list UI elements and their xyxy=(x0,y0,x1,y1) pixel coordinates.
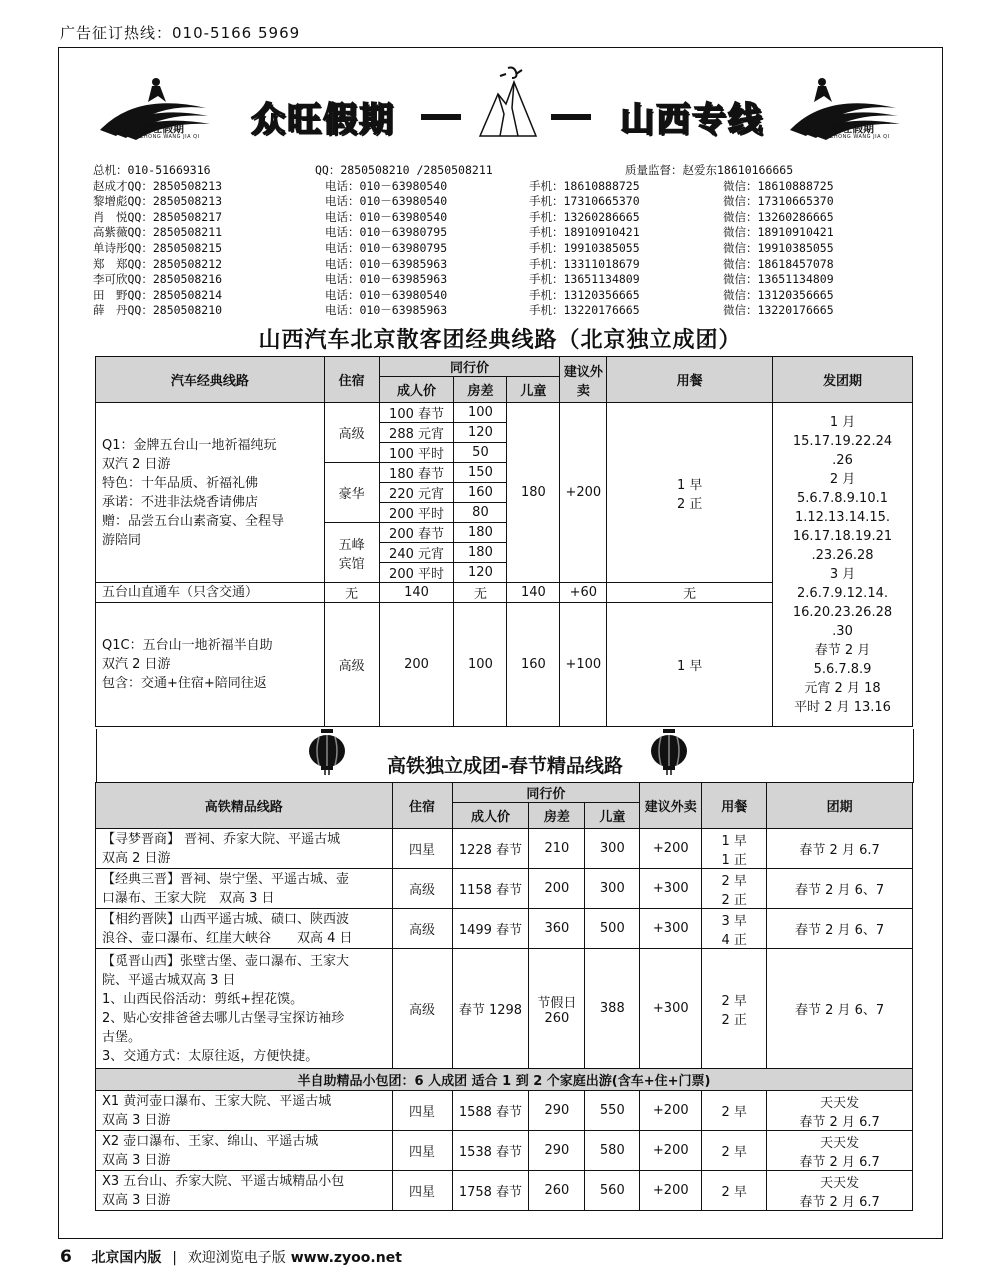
meal-line: 1 早 xyxy=(721,833,747,849)
date-line: 1.12.13.14.15. xyxy=(794,509,891,525)
col-meals: 用餐 xyxy=(607,357,773,403)
adult-price: 200 平时 xyxy=(379,563,454,583)
suggest-price: +60 xyxy=(560,583,607,603)
meals: 2 早 xyxy=(702,1131,767,1171)
room-diff: 160 xyxy=(454,483,507,503)
header-banner xyxy=(96,64,906,156)
stay-level: 四星 xyxy=(392,829,452,869)
group-dates: 春节 2 月 6、7 xyxy=(767,869,913,909)
contact-mobile: 手机：18910910421 xyxy=(529,225,640,240)
room-diff: 无 xyxy=(454,583,507,603)
route-line: 双高 3 日游 xyxy=(102,1192,171,1208)
contact-qq: 薛 丹QQ：2850508210 xyxy=(93,303,223,318)
group-dates: 春节 2 月 6、7 xyxy=(767,909,913,949)
room-diff: 120 xyxy=(454,423,507,443)
child-price: 160 xyxy=(507,603,560,727)
date-line: 春节 2 月 xyxy=(814,642,871,658)
bus-routes-table xyxy=(95,356,913,727)
suggest-price: +200 xyxy=(640,1131,702,1171)
lantern-icon xyxy=(649,729,689,775)
room-diff: 260 xyxy=(529,1171,585,1211)
contact-row xyxy=(93,193,913,209)
contact-qq: 郑 郑QQ：2850508212 xyxy=(93,256,223,271)
child-price: 180 xyxy=(507,403,560,583)
contact-mobile: 手机：17310665370 xyxy=(529,194,640,209)
stay-level: 高级 xyxy=(324,403,379,463)
stay-level: 无 xyxy=(324,583,379,603)
route-line: 双汽 2 日游 xyxy=(102,657,171,672)
col-suggest: 建议外卖 xyxy=(640,783,702,829)
contact-wechat: 微信：18610888725 xyxy=(723,178,834,193)
room-line: 260 xyxy=(544,1010,570,1026)
suggest-price: +100 xyxy=(560,603,607,727)
child-price: 550 xyxy=(585,1091,640,1131)
meal-line: 1 正 xyxy=(721,852,747,868)
child-price: 388 xyxy=(585,949,640,1069)
logo-text: 众旺假期 xyxy=(140,122,184,135)
qq-main: QQ：2850508210 /2850508211 xyxy=(315,163,493,177)
contact-row xyxy=(93,224,913,240)
brand-logo-left xyxy=(96,72,216,148)
contact-phone: 电话：010－63985963 xyxy=(325,256,448,271)
date-line: 16.17.18.19.21 xyxy=(792,528,893,544)
contact-phone: 电话：010－63980540 xyxy=(325,209,448,224)
child-price: 300 xyxy=(585,829,640,869)
meals: 2 早 xyxy=(702,1091,767,1131)
contact-row xyxy=(93,271,913,287)
date-line: 2 月 xyxy=(829,471,856,487)
contact-mobile: 手机：13220176665 xyxy=(529,303,640,318)
room-diff: 180 xyxy=(454,523,507,543)
route-line: 【经典三晋】晋祠、崇宁堡、平遥古城、壶 xyxy=(102,871,350,887)
suggest-price: +300 xyxy=(640,869,702,909)
col-peer-price: 同行价 xyxy=(452,783,640,803)
col-route: 汽车经典线路 xyxy=(96,357,325,403)
date-line: 2.6.7.9.12.14. xyxy=(797,585,888,601)
meal-line: 3 早 xyxy=(721,913,747,929)
contact-phone: 电话：010－63980540 xyxy=(325,194,448,209)
table-row xyxy=(96,949,913,1069)
room-diff: 360 xyxy=(529,909,585,949)
contact-row xyxy=(93,178,913,194)
adult-price: 200 春节 xyxy=(379,523,454,543)
room-diff: 200 xyxy=(529,869,585,909)
date-line: .30 xyxy=(832,623,853,639)
contact-mobile: 手机：18610888725 xyxy=(529,178,640,193)
route-line: 【相约晋陕】山西平遥古城、碛口、陕西波 xyxy=(102,911,350,927)
col-room-diff: 房差 xyxy=(529,803,585,829)
child-price: 300 xyxy=(585,869,640,909)
route-desc xyxy=(96,1091,393,1131)
date-line: 元宵 2 月 18 xyxy=(804,680,881,696)
route-line: X3 五台山、乔家大院、平遥古城精品小包 xyxy=(102,1173,345,1189)
contact-wechat: 微信：18618457078 xyxy=(723,256,834,271)
route-line: X2 壶口瀑布、王家、绵山、平遥古城 xyxy=(102,1133,319,1149)
page-number: 6 xyxy=(60,1247,72,1267)
room-diff: 150 xyxy=(454,463,507,483)
room-diff: 100 xyxy=(454,603,507,727)
date-line: 天天发 xyxy=(820,1095,860,1111)
contact-mobile: 手机：13311018679 xyxy=(529,256,640,271)
contact-wechat: 微信：19910385055 xyxy=(723,240,834,255)
stay-level: 四星 xyxy=(392,1131,452,1171)
route-line: 浪谷、壶口瀑布、红崖大峡谷 双高 4 日 xyxy=(102,930,353,946)
table-row xyxy=(96,403,913,423)
date-line: 16.20.23.26.28 xyxy=(792,604,893,620)
contact-row xyxy=(93,209,913,225)
stay-level: 豪华 xyxy=(324,463,379,523)
contact-phone: 电话：010－63980540 xyxy=(325,287,448,302)
adult-price: 220 元宵 xyxy=(379,483,454,503)
contact-list xyxy=(93,162,913,318)
suggest-price: +300 xyxy=(640,949,702,1069)
col-child: 儿童 xyxy=(585,803,640,829)
group-dates xyxy=(767,1131,913,1171)
table-row xyxy=(96,1171,913,1211)
table-banner-row xyxy=(96,1069,913,1091)
contact-mobile: 手机：13120356665 xyxy=(529,287,640,302)
adult-price: 240 元宵 xyxy=(379,543,454,563)
contact-qq: 田 野QQ：2850508214 xyxy=(93,287,223,302)
meals xyxy=(607,403,773,583)
room-line: 节假日 xyxy=(537,995,577,1011)
contact-qq: 肖 悦QQ：2850508217 xyxy=(93,209,223,224)
route-line: 双高 3 日游 xyxy=(102,1112,171,1128)
suggest-price: +200 xyxy=(640,829,702,869)
contact-row xyxy=(93,302,913,318)
date-line: 3 月 xyxy=(829,566,856,582)
route-line: 口瀑布、王家大院 双高 3 日 xyxy=(102,890,275,906)
brand-logo-right xyxy=(786,72,906,148)
room-diff: 100 xyxy=(454,403,507,423)
footer-separator: | xyxy=(172,1250,177,1266)
quality-supervisor: 质量监督：赵爱东18610166665 xyxy=(625,163,794,177)
route-line: 【觅晋山西】张壁古堡、壶口瀑布、王家大 xyxy=(102,953,350,969)
adult-price: 1538 春节 xyxy=(452,1131,529,1171)
dash-right xyxy=(551,114,591,120)
contact-qq: 赵成才QQ：2850508213 xyxy=(93,178,223,193)
contact-phone: 电话：010－63980795 xyxy=(325,240,448,255)
route-desc xyxy=(96,403,325,583)
group-dates: 春节 2 月 6.7 xyxy=(767,829,913,869)
stay-level: 五峰 宾馆 xyxy=(324,523,379,583)
route-line: Q1：金牌五台山一地祈福纯玩 xyxy=(102,437,277,453)
switchboard: 总机：010-51669316 xyxy=(93,163,211,177)
route-line: X1 黄河壶口瀑布、王家大院、平遥古城 xyxy=(102,1093,332,1109)
route-line: 院、平遥古城双高 3 日 xyxy=(102,972,236,988)
browse-label: 欢迎浏览电子版 xyxy=(187,1250,286,1266)
route-line: 3、交通方式：太原往返，方便快捷。 xyxy=(102,1048,319,1064)
route-desc xyxy=(96,949,393,1069)
route-line: 游陪同 xyxy=(102,532,142,548)
website-link[interactable]: www.zyoo.net xyxy=(290,1250,402,1266)
edition-label: 北京国内版 xyxy=(91,1250,162,1266)
col-suggest: 建议外卖 xyxy=(560,357,607,403)
route-desc xyxy=(96,603,325,727)
departure-dates xyxy=(773,403,913,727)
contact-phone: 电话：010－63985963 xyxy=(325,272,448,287)
contact-wechat: 微信：13120356665 xyxy=(723,287,834,302)
date-line: 1 月 xyxy=(829,414,856,430)
adult-price: 1758 春节 xyxy=(452,1171,529,1211)
contact-qq: 单诗彤QQ：2850508215 xyxy=(93,240,223,255)
col-dates: 发团期 xyxy=(773,357,913,403)
col-stay: 住宿 xyxy=(324,357,379,403)
route-line: 特色：十年品质、祈福礼佛 xyxy=(102,475,259,491)
date-line: .23.26.28 xyxy=(811,547,874,563)
mountain-icon xyxy=(478,64,538,138)
meals xyxy=(702,909,767,949)
meals: 1 早 xyxy=(607,603,773,727)
date-line: 平时 2 月 13.16 xyxy=(794,699,891,715)
contact-wechat: 微信：17310665370 xyxy=(723,194,834,209)
adult-price: 100 春节 xyxy=(379,403,454,423)
col-dates: 团期 xyxy=(767,783,913,829)
date-line: 5.6.7.8.9 xyxy=(813,661,872,677)
contact-qq: 高紫薇QQ：2850508211 xyxy=(93,225,223,240)
adult-price: 1499 春节 xyxy=(452,909,529,949)
route-desc: 五台山直通车（只含交通） xyxy=(96,583,325,603)
route-line: 双高 3 日游 xyxy=(102,1152,171,1168)
table-row xyxy=(96,1131,913,1171)
group-dates: 春节 2 月 6、7 xyxy=(767,949,913,1069)
contact-mobile: 手机：13260286665 xyxy=(529,209,640,224)
meals xyxy=(702,829,767,869)
stay-level: 高级 xyxy=(324,603,379,727)
stay-level: 四星 xyxy=(392,1171,452,1211)
mini-group-banner: 半自助精品小包团：6 人成团 适合 1 到 2 个家庭出游(含车+住+门票) xyxy=(96,1069,913,1091)
contact-wechat: 微信：18910910421 xyxy=(723,225,834,240)
meal-line: 2 早 xyxy=(721,873,747,889)
group-dates xyxy=(767,1171,913,1211)
meal-line: 2 正 xyxy=(721,1012,747,1028)
contact-mobile: 手机：19910385055 xyxy=(529,240,640,255)
meals xyxy=(702,869,767,909)
route-desc xyxy=(96,909,393,949)
child-price: 560 xyxy=(585,1171,640,1211)
contact-phone: 电话：010－63980795 xyxy=(325,225,448,240)
brand-name: 众旺假期 xyxy=(251,100,395,140)
section2-header xyxy=(96,729,914,783)
date-line: 5.6.7.8.9.10.1 xyxy=(797,490,888,506)
adult-price: 100 平时 xyxy=(379,443,454,463)
adult-price: 1158 春节 xyxy=(452,869,529,909)
meal-line: 2 正 xyxy=(676,496,703,512)
adult-price: 200 xyxy=(379,603,454,727)
meal-line: 2 正 xyxy=(721,892,747,908)
col-stay: 住宿 xyxy=(392,783,452,829)
suggest-price: +300 xyxy=(640,909,702,949)
route-desc xyxy=(96,1171,393,1211)
ad-hotline: 广告征订热线：010-5166 5969 xyxy=(60,24,301,42)
room-diff xyxy=(529,949,585,1069)
meal-line: 2 早 xyxy=(721,993,747,1009)
meals: 无 xyxy=(607,583,773,603)
contact-row xyxy=(93,256,913,272)
stay-level: 四星 xyxy=(392,1091,452,1131)
group-dates xyxy=(767,1091,913,1131)
table-row xyxy=(96,829,913,869)
suggest-price: +200 xyxy=(640,1171,702,1211)
stay-level: 高级 xyxy=(392,869,452,909)
adult-price: 180 春节 xyxy=(379,463,454,483)
table-row xyxy=(96,909,913,949)
col-child: 儿童 xyxy=(507,377,560,403)
child-price: 500 xyxy=(585,909,640,949)
dash-left xyxy=(421,114,461,120)
contact-row xyxy=(93,287,913,303)
table-row xyxy=(96,1091,913,1131)
table-row xyxy=(96,869,913,909)
route-line: Q1C：五台山一地祈福半自助 xyxy=(102,638,273,653)
room-diff: 290 xyxy=(529,1091,585,1131)
route-desc xyxy=(96,1131,393,1171)
stay-level: 高级 xyxy=(392,909,452,949)
stay-level: 高级 xyxy=(392,949,452,1069)
route-line: 包含：交通+住宿+陪同往返 xyxy=(102,676,267,691)
contact-row xyxy=(93,240,913,256)
room-diff: 80 xyxy=(454,503,507,523)
contact-wechat: 微信：13220176665 xyxy=(723,303,834,318)
contact-qq: 黎增彪QQ：2850508213 xyxy=(93,194,223,209)
section2-title: 高铁独立成团-春节精品线路 xyxy=(387,755,623,777)
adult-price: 200 平时 xyxy=(379,503,454,523)
col-room-diff: 房差 xyxy=(454,377,507,403)
route-line: 赠：品尝五台山素斋宴、全程导 xyxy=(102,513,285,529)
adult-price: 140 xyxy=(379,583,454,603)
date-line: 天天发 xyxy=(820,1135,860,1151)
logo-subtext: ZHONG WANG JIA QI xyxy=(140,134,200,140)
col-adult: 成人价 xyxy=(379,377,454,403)
contact-wechat: 微信：13260286665 xyxy=(723,209,834,224)
line-title: 山西专线 xyxy=(620,100,764,140)
contact-phone: 电话：010－63985963 xyxy=(325,303,448,318)
logo-subtext: ZHONG WANG JIA QI xyxy=(830,134,890,140)
room-diff: 180 xyxy=(454,543,507,563)
adult-price: 1228 春节 xyxy=(452,829,529,869)
route-line: 双高 2 日游 xyxy=(102,850,171,866)
col-peer-price: 同行价 xyxy=(379,357,560,377)
route-desc xyxy=(96,829,393,869)
col-meals: 用餐 xyxy=(702,783,767,829)
date-line: 15.17.19.22.24 xyxy=(792,433,893,449)
date-line: .26 xyxy=(832,452,853,468)
route-line: 2、贴心安排爸爸去哪儿古堡寻宝探访袖珍 xyxy=(102,1010,345,1026)
adult-price: 春节 1298 xyxy=(452,949,529,1069)
adult-price: 1588 春节 xyxy=(452,1091,529,1131)
date-line: 春节 2 月 6.7 xyxy=(799,1114,880,1130)
page-footer xyxy=(60,1247,402,1267)
main-title: 山西汽车北京散客团经典线路（北京独立成团） xyxy=(258,328,742,353)
meals xyxy=(702,949,767,1069)
contact-qq: 李可欣QQ：2850508216 xyxy=(93,272,223,287)
route-desc xyxy=(96,869,393,909)
child-price: 580 xyxy=(585,1131,640,1171)
suggest-price: +200 xyxy=(560,403,607,583)
date-line: 春节 2 月 6.7 xyxy=(799,1194,880,1210)
suggest-price: +200 xyxy=(640,1091,702,1131)
meal-line: 4 正 xyxy=(721,932,747,948)
date-line: 春节 2 月 6.7 xyxy=(799,1154,880,1170)
contact-wechat: 微信：13651134809 xyxy=(723,272,834,287)
date-line: 天天发 xyxy=(820,1175,860,1191)
room-diff: 210 xyxy=(529,829,585,869)
child-price: 140 xyxy=(507,583,560,603)
train-routes-table xyxy=(95,782,913,1211)
meals: 2 早 xyxy=(702,1171,767,1211)
contact-mobile: 手机：13651134809 xyxy=(529,272,640,287)
room-diff: 120 xyxy=(454,563,507,583)
route-line: 【寻梦晋商】 晋祠、乔家大院、平遥古城 xyxy=(102,831,341,847)
contact-header-row xyxy=(93,162,913,178)
contact-phone: 电话：010－63980540 xyxy=(325,178,448,193)
logo-text: 众旺假期 xyxy=(830,122,874,135)
route-line: 双汽 2 日游 xyxy=(102,456,171,472)
col-route: 高铁精品线路 xyxy=(96,783,393,829)
meal-line: 1 早 xyxy=(676,477,703,493)
route-line: 承诺：不进非法烧香请佛店 xyxy=(102,494,259,510)
route-line: 1、山西民俗活动：剪纸+捏花馍。 xyxy=(102,991,304,1007)
col-adult: 成人价 xyxy=(452,803,529,829)
adult-price: 288 元宵 xyxy=(379,423,454,443)
route-line: 古堡。 xyxy=(102,1029,142,1045)
room-diff: 50 xyxy=(454,443,507,463)
room-diff: 290 xyxy=(529,1131,585,1171)
